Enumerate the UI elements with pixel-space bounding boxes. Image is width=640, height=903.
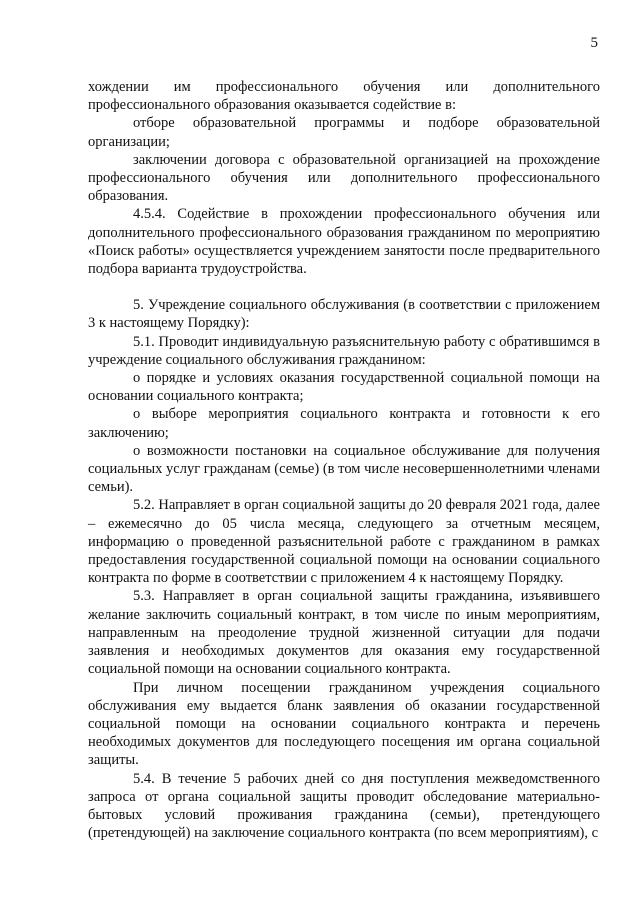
paragraph: 5.1. Проводит индивидуальную разъяснительную работу с обратившимся в учреждение социального обслуживания гражданином:	[88, 333, 600, 368]
paragraph: о возможности постановки на социальное обслуживание для получения социальных услуг гражданам (семье) (в том числе несовершеннолетними членами семьи).	[88, 442, 600, 496]
paragraph: При личном посещении гражданином учреждения социального обслуживания ему выдается бланк заявления об оказании государственной социальной помощи на основании социального контракта и перечень необходимых документов для последующего посещения им органа социальной защиты.	[88, 679, 600, 769]
page-number: 5	[590, 35, 598, 51]
paragraph: о порядке и условиях оказания государственной социальной помощи на основании социального контракта;	[88, 370, 600, 405]
paragraph: 5.3. Направляет в орган социальной защиты гражданина, изъявившего желание заключить социальный контракт, в том числе по иным мероприятиям, направленным на преодоление трудной жизненной ситуации для подачи заявления и необходимых документов для оказания ему государственной социальной помощи на основании социального контракта.	[88, 588, 600, 678]
paragraph: 5. Учреждение социального обслуживания (в соответствии с приложением 3 к настоящему Порядку):	[88, 297, 600, 332]
paragraph: отборе образовательной программы и подборе образовательной организации;	[88, 115, 600, 150]
document-body	[88, 78, 600, 842]
paragraph: заключении договора с образовательной организацией на прохождение профессионального обучения или дополнительного профессионального образования.	[88, 151, 600, 205]
paragraph: 4.5.4. Содействие в прохождении профессионального обучения или дополнительного профессионального образования гражданином по мероприятию «Поиск работы» осуществляется учреждением занятости после предварительного подбора варианта трудоустройства.	[88, 206, 600, 278]
paragraph: 5.4. В течение 5 рабочих дней со дня поступления межведомственного запроса от органа социальной защиты проводит обследование материально-бытовых условий проживания гражданина (семьи), претендующего (претендующей) на заключение социального контракта (по всем мероприятиям), с	[88, 770, 600, 842]
paragraph: хождении им профессионального обучения или дополнительного профессионального образования оказывается содействие в:	[88, 79, 600, 114]
paragraph: 5.2. Направляет в орган социальной защиты до 20 февраля 2021 года, далее – ежемесячно до 05 числа месяца, следующего за отчетным месяцем, информацию о проведенной разъяснительной работе с гражданином в рамках предоставления государственной социальной помощи на основании социального контракта по форме в соответствии с приложением 4 к настоящему Порядку.	[88, 497, 600, 587]
paragraph: о выборе мероприятия социального контракта и готовности к его заключению;	[88, 406, 600, 441]
